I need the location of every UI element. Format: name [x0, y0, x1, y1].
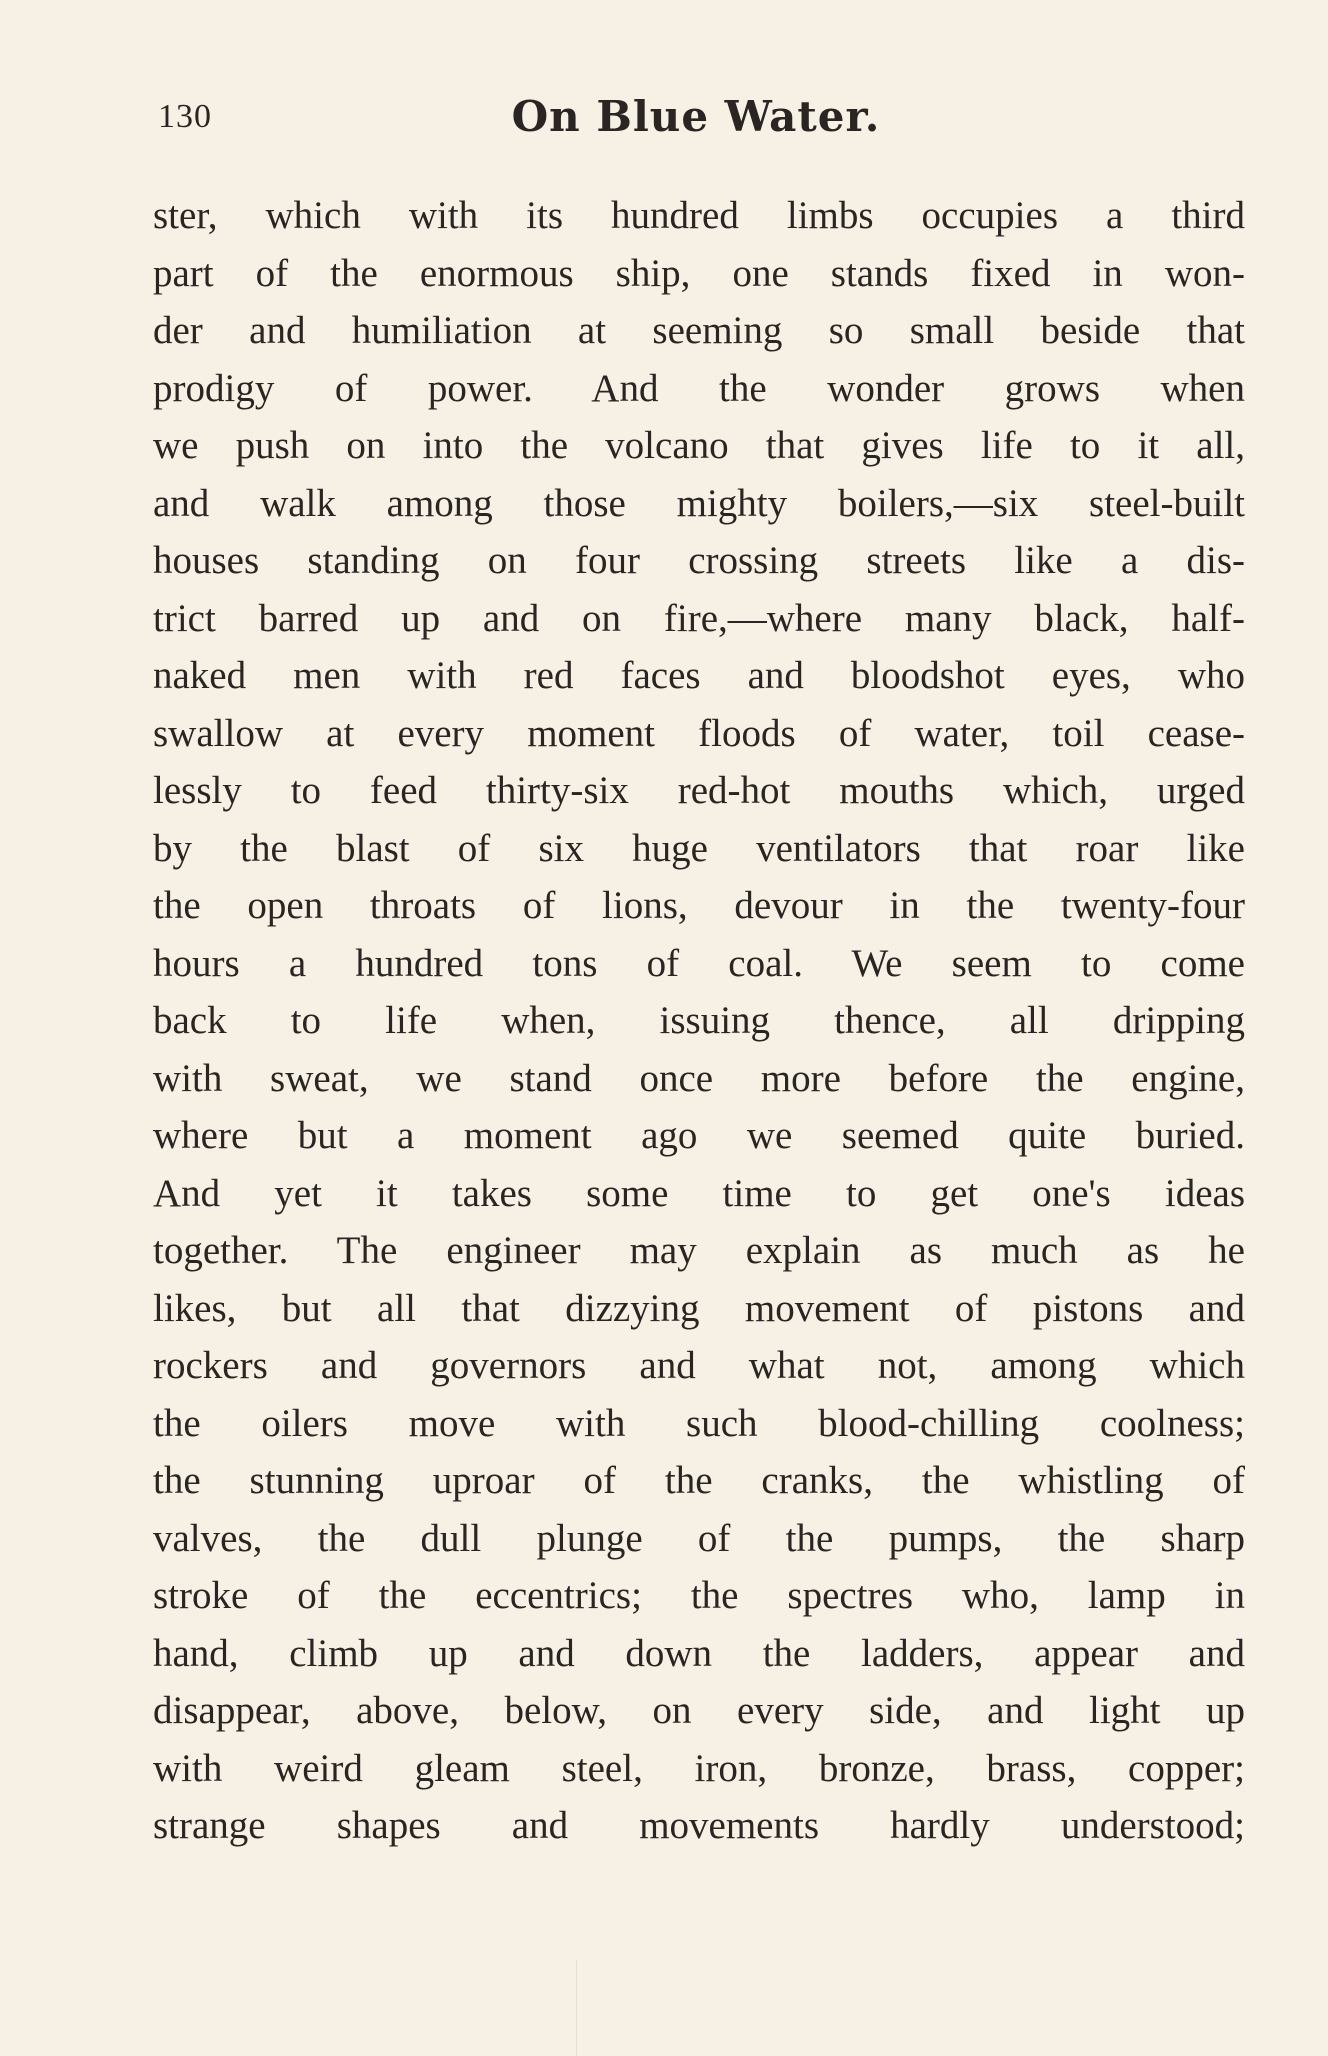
text-line: houses standing on four crossing streets like a dis- — [153, 539, 1245, 582]
page-number: 130 — [158, 98, 212, 135]
text-line: stroke of the eccentrics; the spectres who, lamp in — [153, 1574, 1245, 1617]
text-line: back to life when, issuing thence, all dripping — [153, 999, 1245, 1042]
text-line: we push on into the volcano that gives life to it all, — [153, 424, 1245, 467]
text-line: by the blast of six huge ventilators that roar like — [153, 826, 1245, 870]
text-line: with sweat, we stand once more before the engine, — [153, 1056, 1245, 1100]
text-line: the open throats of lions, devour in the twenty-four — [153, 884, 1245, 927]
text-line: together. The engineer may explain as much as he — [153, 1229, 1245, 1272]
paper-crease — [576, 1960, 577, 2056]
text-line: disappear, above, below, on every side, and light up — [153, 1689, 1245, 1732]
text-line: the oilers move with such blood-chilling coolness; — [153, 1401, 1245, 1445]
text-line: der and humiliation at seeming so small beside that — [153, 309, 1245, 352]
text-line: strange shapes and movements hardly understood; — [153, 1804, 1245, 1847]
text-line: ster, which with its hundred limbs occupies a third — [153, 194, 1245, 237]
running-title: On Blue Water. — [511, 92, 881, 141]
text-line: hours a hundred tons of coal. We seem to come — [153, 941, 1245, 985]
text-line: the stunning uproar of the cranks, the whistling of — [153, 1459, 1245, 1502]
text-line: And yet it takes some time to get one's ideas — [153, 1171, 1245, 1215]
text-line: trict barred up and on fire,—where many black, half- — [153, 596, 1245, 640]
text-line: lessly to feed thirty-six red-hot mouths which, urged — [153, 769, 1245, 812]
text-line: naked men with red faces and bloodshot eyes, who — [153, 654, 1245, 697]
text-line: swallow at every moment floods of water, toil cease- — [153, 711, 1245, 755]
text-line: hand, climb up and down the ladders, appear and — [153, 1631, 1245, 1675]
text-line: likes, but all that dizzying movement of pistons and — [153, 1286, 1245, 1330]
text-line: part of the enormous ship, one stands fixed in won- — [153, 251, 1245, 295]
text-line: rockers and governors and what not, among which — [153, 1344, 1245, 1387]
text-line: with weird gleam steel, iron, bronze, brass, copper; — [153, 1746, 1245, 1790]
text-line: and walk among those mighty boilers,—six steel-built — [153, 481, 1245, 525]
text-line: valves, the dull plunge of the pumps, the sharp — [153, 1516, 1245, 1560]
page-header — [150, 92, 1242, 152]
text-line: where but a moment ago we seemed quite buried. — [153, 1114, 1245, 1157]
body-text — [153, 187, 1245, 1855]
text-line: prodigy of power. And the wonder grows when — [153, 366, 1245, 410]
